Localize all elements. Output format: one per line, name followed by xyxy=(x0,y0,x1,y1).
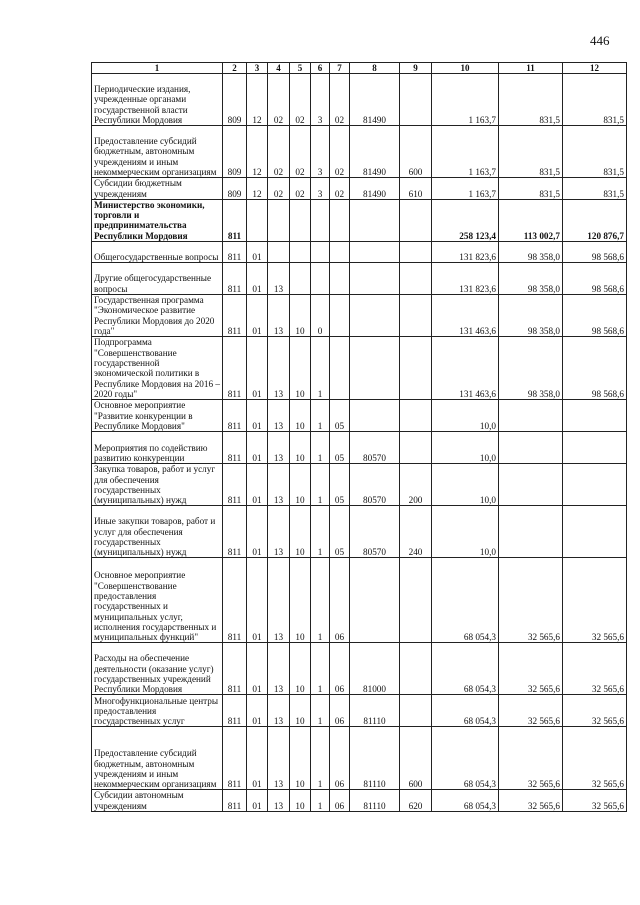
subprogram-code xyxy=(311,199,330,241)
amount-2019: 831,5 xyxy=(499,178,563,200)
event-code: 05 xyxy=(330,506,350,558)
table-row xyxy=(92,126,627,178)
admin-code: 811 xyxy=(223,643,247,695)
section-code: 12 xyxy=(247,178,268,200)
row-name: Субсидии бюджетным учреждениям xyxy=(92,178,223,200)
subsection-code: 13 xyxy=(268,506,290,558)
expense-type-code: 600 xyxy=(400,727,432,790)
amount-2019: 113 002,7 xyxy=(499,199,563,241)
amount-2020: 32 565,6 xyxy=(563,643,627,695)
row-name: Подпрограмма "Совершенствование государственной экономической политики в Республике Мордовия на 2016 – 2020 годы" xyxy=(92,337,223,400)
event-code: 06 xyxy=(330,790,350,812)
admin-code: 809 xyxy=(223,178,247,200)
subprogram-code: 3 xyxy=(311,178,330,200)
column-header-12: 12 xyxy=(563,63,627,74)
table-row xyxy=(92,727,627,790)
expense-type-code xyxy=(400,199,432,241)
subprogram-code: 1 xyxy=(311,337,330,400)
table-row xyxy=(92,242,627,263)
direction-code xyxy=(350,199,400,241)
amount-2020: 831,5 xyxy=(563,178,627,200)
amount-2020: 32 565,6 xyxy=(563,727,627,790)
section-code: 01 xyxy=(247,263,268,295)
amount-2019 xyxy=(499,464,563,506)
amount-2018: 258 123,4 xyxy=(432,199,499,241)
subprogram-code xyxy=(311,263,330,295)
table-row xyxy=(92,643,627,695)
program-code: 10 xyxy=(290,432,311,464)
subprogram-code xyxy=(311,242,330,263)
event-code xyxy=(330,242,350,263)
amount-2020 xyxy=(563,464,627,506)
subsection-code: 13 xyxy=(268,558,290,643)
column-header-3: 3 xyxy=(247,63,268,74)
event-code: 06 xyxy=(330,558,350,643)
subsection-code: 13 xyxy=(268,432,290,464)
subprogram-code: 3 xyxy=(311,126,330,178)
direction-code xyxy=(350,337,400,400)
amount-2019: 831,5 xyxy=(499,126,563,178)
row-name: Общегосударственные вопросы xyxy=(92,242,223,263)
table-row xyxy=(92,199,627,241)
amount-2020: 98 568,6 xyxy=(563,242,627,263)
program-code: 02 xyxy=(290,126,311,178)
program-code xyxy=(290,199,311,241)
subprogram-code: 1 xyxy=(311,464,330,506)
column-header-2: 2 xyxy=(223,63,247,74)
row-name: Государственная программа "Экономическое развитие Республики Мордовия до 2020 года" xyxy=(92,295,223,337)
amount-2018: 10,0 xyxy=(432,400,499,432)
amount-2020: 32 565,6 xyxy=(563,695,627,727)
amount-2019: 98 358,0 xyxy=(499,263,563,295)
expense-type-code: 610 xyxy=(400,178,432,200)
amount-2018: 68 054,3 xyxy=(432,695,499,727)
expense-type-code xyxy=(400,643,432,695)
program-code: 02 xyxy=(290,74,311,126)
program-code: 10 xyxy=(290,464,311,506)
direction-code xyxy=(350,400,400,432)
admin-code: 811 xyxy=(223,558,247,643)
subsection-code xyxy=(268,199,290,241)
program-code: 10 xyxy=(290,337,311,400)
subprogram-code: 1 xyxy=(311,558,330,643)
amount-2018: 1 163,7 xyxy=(432,178,499,200)
program-code: 10 xyxy=(290,727,311,790)
event-code: 02 xyxy=(330,126,350,178)
amount-2019: 831,5 xyxy=(499,74,563,126)
admin-code: 811 xyxy=(223,432,247,464)
table-row xyxy=(92,790,627,812)
direction-code: 80570 xyxy=(350,432,400,464)
subsection-code: 02 xyxy=(268,178,290,200)
column-header-6: 6 xyxy=(311,63,330,74)
table-row xyxy=(92,464,627,506)
header-row xyxy=(92,63,627,74)
expense-type-code xyxy=(400,337,432,400)
amount-2020: 98 568,6 xyxy=(563,263,627,295)
direction-code xyxy=(350,242,400,263)
section-code: 12 xyxy=(247,74,268,126)
admin-code: 811 xyxy=(223,400,247,432)
amount-2019: 98 358,0 xyxy=(499,242,563,263)
table-body xyxy=(92,74,627,812)
program-code: 10 xyxy=(290,643,311,695)
subsection-code: 13 xyxy=(268,790,290,812)
subsection-code: 13 xyxy=(268,464,290,506)
amount-2018: 10,0 xyxy=(432,464,499,506)
event-code: 05 xyxy=(330,432,350,464)
amount-2019: 32 565,6 xyxy=(499,790,563,812)
admin-code: 811 xyxy=(223,695,247,727)
expense-type-code: 600 xyxy=(400,126,432,178)
amount-2019: 32 565,6 xyxy=(499,558,563,643)
amount-2019: 98 358,0 xyxy=(499,295,563,337)
section-code: 01 xyxy=(247,727,268,790)
expense-type-code xyxy=(400,74,432,126)
row-name: Другие общегосударственные вопросы xyxy=(92,263,223,295)
column-header-7: 7 xyxy=(330,63,350,74)
direction-code: 80570 xyxy=(350,506,400,558)
direction-code xyxy=(350,263,400,295)
direction-code xyxy=(350,295,400,337)
subsection-code: 13 xyxy=(268,263,290,295)
event-code xyxy=(330,295,350,337)
expense-type-code xyxy=(400,558,432,643)
column-header-9: 9 xyxy=(400,63,432,74)
subsection-code: 13 xyxy=(268,643,290,695)
amount-2018: 10,0 xyxy=(432,432,499,464)
amount-2020 xyxy=(563,432,627,464)
expense-type-code xyxy=(400,432,432,464)
admin-code: 811 xyxy=(223,337,247,400)
program-code: 02 xyxy=(290,178,311,200)
row-name: Основное мероприятие "Совершенствование предоставления государственных и муниципальных услуг, исполнения государственных и муниципальных функций" xyxy=(92,558,223,643)
amount-2020: 32 565,6 xyxy=(563,790,627,812)
event-code: 06 xyxy=(330,643,350,695)
direction-code: 80570 xyxy=(350,464,400,506)
event-code xyxy=(330,337,350,400)
table-row xyxy=(92,432,627,464)
amount-2020: 98 568,6 xyxy=(563,337,627,400)
subprogram-code: 0 xyxy=(311,295,330,337)
amount-2020: 831,5 xyxy=(563,126,627,178)
admin-code: 809 xyxy=(223,126,247,178)
direction-code xyxy=(350,558,400,643)
row-name: Основное мероприятие "Развитие конкуренции в Республике Мордовия" xyxy=(92,400,223,432)
expense-type-code xyxy=(400,400,432,432)
admin-code: 811 xyxy=(223,727,247,790)
amount-2018: 10,0 xyxy=(432,506,499,558)
program-code xyxy=(290,263,311,295)
admin-code: 811 xyxy=(223,464,247,506)
amount-2018: 68 054,3 xyxy=(432,558,499,643)
column-header-4: 4 xyxy=(268,63,290,74)
expense-type-code xyxy=(400,695,432,727)
section-code: 01 xyxy=(247,337,268,400)
section-code: 01 xyxy=(247,558,268,643)
direction-code: 81490 xyxy=(350,178,400,200)
section-code: 01 xyxy=(247,506,268,558)
amount-2020: 831,5 xyxy=(563,74,627,126)
expense-type-code: 620 xyxy=(400,790,432,812)
amount-2020: 120 876,7 xyxy=(563,199,627,241)
row-name: Субсидии автономным учреждениям xyxy=(92,790,223,812)
event-code xyxy=(330,263,350,295)
table-row xyxy=(92,337,627,400)
subprogram-code: 1 xyxy=(311,400,330,432)
section-code: 01 xyxy=(247,695,268,727)
program-code: 10 xyxy=(290,695,311,727)
section-code: 01 xyxy=(247,790,268,812)
amount-2019 xyxy=(499,506,563,558)
table-row xyxy=(92,295,627,337)
amount-2018: 1 163,7 xyxy=(432,126,499,178)
section-code: 01 xyxy=(247,242,268,263)
amount-2019: 32 565,6 xyxy=(499,727,563,790)
column-header-1: 1 xyxy=(92,63,223,74)
amount-2020 xyxy=(563,400,627,432)
amount-2020: 32 565,6 xyxy=(563,558,627,643)
admin-code: 811 xyxy=(223,790,247,812)
program-code: 10 xyxy=(290,558,311,643)
table-row xyxy=(92,178,627,200)
amount-2018: 68 054,3 xyxy=(432,790,499,812)
row-name: Расходы на обеспечение деятельности (оказание услуг) государственных учреждений Республики Мордовия xyxy=(92,643,223,695)
admin-code: 811 xyxy=(223,263,247,295)
subprogram-code: 1 xyxy=(311,695,330,727)
section-code xyxy=(247,199,268,241)
amount-2019: 32 565,6 xyxy=(499,643,563,695)
column-header-11: 11 xyxy=(499,63,563,74)
subsection-code: 13 xyxy=(268,400,290,432)
row-name: Предоставление субсидий бюджетным, автономным учреждениям и иным некоммерческим организациям xyxy=(92,126,223,178)
program-code: 10 xyxy=(290,790,311,812)
direction-code: 81490 xyxy=(350,126,400,178)
section-code: 01 xyxy=(247,295,268,337)
program-code xyxy=(290,242,311,263)
subprogram-code: 1 xyxy=(311,727,330,790)
subsection-code: 13 xyxy=(268,337,290,400)
expense-type-code xyxy=(400,242,432,263)
amount-2018: 131 823,6 xyxy=(432,263,499,295)
row-name: Многофункциональные центры предоставления государственных услуг xyxy=(92,695,223,727)
amount-2019: 32 565,6 xyxy=(499,695,563,727)
subprogram-code: 1 xyxy=(311,432,330,464)
amount-2018: 1 163,7 xyxy=(432,74,499,126)
amount-2018: 131 463,6 xyxy=(432,295,499,337)
row-name: Предоставление субсидий бюджетным, автономным учреждениям и иным некоммерческим организациям xyxy=(92,727,223,790)
expense-type-code xyxy=(400,295,432,337)
admin-code: 811 xyxy=(223,295,247,337)
admin-code: 811 xyxy=(223,242,247,263)
subsection-code: 02 xyxy=(268,74,290,126)
row-name: Иные закупки товаров, работ и услуг для обеспечения государственных (муниципальных) нужд xyxy=(92,506,223,558)
amount-2019 xyxy=(499,400,563,432)
program-code: 10 xyxy=(290,506,311,558)
expense-type-code: 200 xyxy=(400,464,432,506)
section-code: 01 xyxy=(247,400,268,432)
subprogram-code: 1 xyxy=(311,506,330,558)
admin-code: 809 xyxy=(223,74,247,126)
event-code: 05 xyxy=(330,464,350,506)
row-name: Закупка товаров, работ и услуг для обеспечения государственных (муниципальных) нужд xyxy=(92,464,223,506)
section-code: 12 xyxy=(247,126,268,178)
section-code: 01 xyxy=(247,643,268,695)
event-code: 02 xyxy=(330,74,350,126)
section-code: 01 xyxy=(247,464,268,506)
table-row xyxy=(92,695,627,727)
direction-code: 81110 xyxy=(350,790,400,812)
direction-code: 81110 xyxy=(350,727,400,790)
column-header-10: 10 xyxy=(432,63,499,74)
table-row xyxy=(92,263,627,295)
table-row xyxy=(92,506,627,558)
table-row xyxy=(92,74,627,126)
amount-2018: 131 823,6 xyxy=(432,242,499,263)
column-header-8: 8 xyxy=(350,63,400,74)
amount-2018: 68 054,3 xyxy=(432,643,499,695)
direction-code: 81110 xyxy=(350,695,400,727)
table-row xyxy=(92,558,627,643)
event-code: 05 xyxy=(330,400,350,432)
subsection-code: 02 xyxy=(268,126,290,178)
subprogram-code: 3 xyxy=(311,74,330,126)
row-name: Мероприятия по содействию развитию конкуренции xyxy=(92,432,223,464)
direction-code: 81000 xyxy=(350,643,400,695)
row-name: Министерство экономики, торговли и предпринимательства Республики Мордовия xyxy=(92,199,223,241)
section-code: 01 xyxy=(247,432,268,464)
table-row xyxy=(92,400,627,432)
event-code: 06 xyxy=(330,727,350,790)
event-code: 06 xyxy=(330,695,350,727)
amount-2018: 68 054,3 xyxy=(432,727,499,790)
admin-code: 811 xyxy=(223,506,247,558)
direction-code: 81490 xyxy=(350,74,400,126)
expense-type-code xyxy=(400,263,432,295)
row-name: Периодические издания, учрежденные органами государственной власти Республики Мордовия xyxy=(92,74,223,126)
event-code: 02 xyxy=(330,178,350,200)
budget-table xyxy=(91,62,627,812)
subsection-code: 13 xyxy=(268,727,290,790)
subsection-code xyxy=(268,242,290,263)
program-code: 10 xyxy=(290,400,311,432)
program-code: 10 xyxy=(290,295,311,337)
admin-code: 811 xyxy=(223,199,247,241)
expense-type-code: 240 xyxy=(400,506,432,558)
amount-2019: 98 358,0 xyxy=(499,337,563,400)
amount-2020: 98 568,6 xyxy=(563,295,627,337)
event-code xyxy=(330,199,350,241)
subsection-code: 13 xyxy=(268,295,290,337)
amount-2020 xyxy=(563,506,627,558)
subprogram-code: 1 xyxy=(311,643,330,695)
amount-2019 xyxy=(499,432,563,464)
column-header-5: 5 xyxy=(290,63,311,74)
subprogram-code: 1 xyxy=(311,790,330,812)
page-number: 446 xyxy=(590,33,610,48)
subsection-code: 13 xyxy=(268,695,290,727)
amount-2018: 131 463,6 xyxy=(432,337,499,400)
